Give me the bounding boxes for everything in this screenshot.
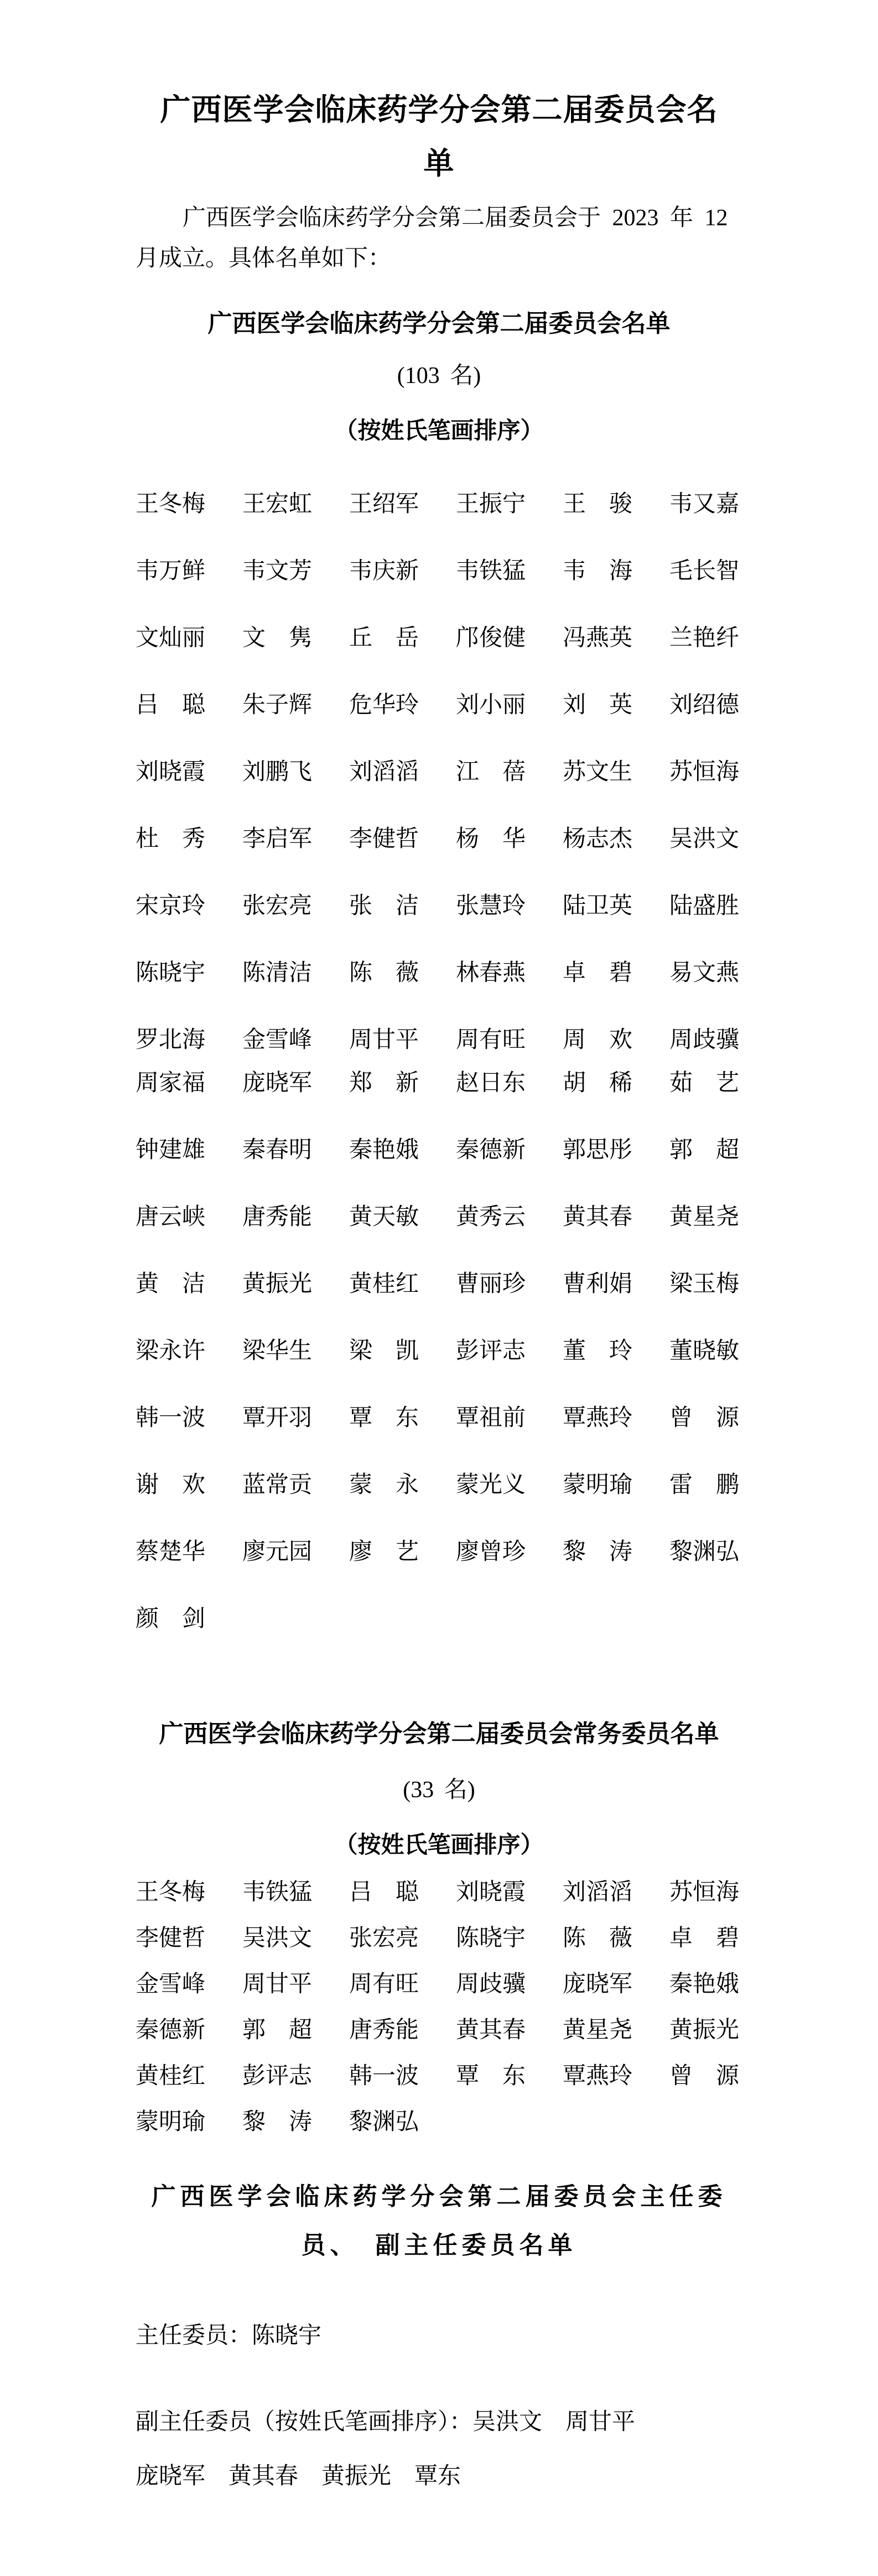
member-name: 韦庆新 [349,558,419,584]
member-name: 蔡楚华 [136,1539,206,1565]
member-name: 韦铁猛 [456,558,526,584]
member-name: 黄其春 [563,1204,633,1230]
member-name: 苏恒海 [669,759,740,785]
member-name: 陈晓宇 [456,1926,526,1951]
member-name: 梁 凯 [349,1338,419,1364]
member-name: 赵日东 [456,1070,526,1096]
section1-name-grid [136,492,799,1673]
member-name: 黄 洁 [136,1271,206,1297]
section1-member-count: (103 名) [397,363,481,389]
member-name: 罗北海 [136,1027,206,1053]
member-name: 秦艳娥 [349,1137,419,1163]
name-row [136,759,799,826]
name-row [136,1972,799,2018]
member-name: 张宏亮 [242,893,313,919]
name-row [136,1472,799,1539]
member-name: 黄秀云 [456,1204,526,1230]
member-name: 覃燕玲 [563,1405,633,1431]
section2-member-count: (33 名) [403,1777,475,1803]
member-name: 金雪峰 [242,1027,313,1053]
member-name: 蒙光义 [456,1472,526,1498]
member-name: 黄桂红 [136,2063,206,2089]
intro-line2: 月成立。具体名单如下： [136,246,392,271]
member-name: 董 玲 [563,1338,633,1364]
chairman-line: 主任委员：陈晓宇 [136,2323,322,2349]
member-name: 覃 东 [349,1405,419,1431]
member-name: 吕 聪 [136,692,206,718]
member-name: 茹 艺 [669,1070,740,1096]
member-name: 苏恒海 [669,1880,740,1905]
member-name: 秦春明 [242,1137,313,1163]
leadership-heading-line1: 广西医学会临床药学分会第二届委员会主任委 [151,2183,727,2210]
member-name: 王冬梅 [136,492,206,517]
member-name: 黄振光 [669,2018,740,2043]
vice-chairmen-line1: 副主任委员（按姓氏笔画排序）：吴洪文 周甘平 [136,2409,636,2435]
name-row [136,1070,799,1137]
member-name: 曾 源 [669,2063,740,2089]
section1-sort-order-note: （按姓氏笔画排序） [334,418,544,444]
member-name: 韦万鲜 [136,558,206,584]
member-name: 蓝常贡 [242,1472,313,1498]
member-name: 周甘平 [242,1972,313,1997]
vice-chairmen-line2: 庞晓军 黄其春 黄振光 覃东 [136,2464,461,2489]
member-name: 黄振光 [242,1271,313,1297]
intro-paragraph [136,198,766,279]
member-name: 黄桂红 [349,1271,419,1297]
member-name: 王宏虹 [242,492,313,517]
member-name: 谢 欢 [136,1472,206,1498]
name-row [136,1027,799,1070]
leadership-heading-line2: 员、 副主任委员名单 [301,2232,577,2259]
member-name: 刘小丽 [456,692,526,718]
member-name: 毛长智 [669,558,740,584]
member-name: 朱子辉 [242,692,313,718]
section1-heading: 广西医学会临床药学分会第二届委员会名单 [207,310,671,337]
name-row [136,2109,799,2155]
member-name: 韩一波 [136,1405,206,1431]
member-name: 吴洪文 [242,1926,313,1951]
member-name: 周家福 [136,1070,206,1096]
member-name: 梁玉梅 [669,1271,740,1297]
member-name: 王冬梅 [136,1880,206,1905]
member-name: 周有旺 [349,1972,419,1997]
member-name: 覃燕玲 [563,2063,633,2089]
member-name: 胡 稀 [563,1070,633,1096]
member-name: 吴洪文 [669,826,740,852]
name-row [136,1880,799,1926]
name-row [136,1204,799,1271]
member-name: 兰艳纤 [669,625,740,651]
member-name: 韦又嘉 [669,492,740,517]
member-name: 韦铁猛 [242,1880,313,1905]
member-name: 刘绍德 [669,692,740,718]
document-title [0,83,878,190]
name-row [136,826,799,893]
member-name: 陈清洁 [242,960,313,986]
name-row [136,2018,799,2063]
member-name: 黄其春 [456,2018,526,2043]
member-name: 陈 薇 [563,1926,633,1951]
member-name: 文灿丽 [136,625,206,651]
member-name: 陈 薇 [349,960,419,986]
name-row [136,1338,799,1405]
member-name: 廖元园 [242,1539,313,1565]
member-name: 宋京玲 [136,893,206,919]
member-name: 王绍军 [349,492,419,517]
member-name: 黄星尧 [669,1204,740,1230]
member-name: 黎渊弘 [349,2109,419,2135]
member-name: 黎 涛 [563,1539,633,1565]
document-title-line1: 广西医学会临床药学分会第二届委员会名 [160,93,718,127]
member-name: 蒙明瑜 [136,2109,206,2135]
name-row [136,960,799,1027]
member-name: 易文燕 [669,960,740,986]
member-name: 卓 碧 [669,1926,740,1951]
member-name: 周歧骥 [669,1027,740,1053]
name-row [136,558,799,625]
name-row [136,1137,799,1204]
member-name: 丘 岳 [349,625,419,651]
member-name: 郭思彤 [563,1137,633,1163]
member-name: 秦艳娥 [669,1972,740,1997]
member-name: 杨 华 [456,826,526,852]
name-row [136,893,799,960]
member-name: 郑 新 [349,1070,419,1096]
member-name: 庞晓军 [242,1070,313,1096]
member-name: 曹丽珍 [456,1271,526,1297]
member-name: 秦德新 [136,2018,206,2043]
section2-name-grid [136,1880,799,2155]
member-name: 唐秀能 [349,2018,419,2043]
leadership-heading [0,2172,878,2270]
member-name: 郭 超 [669,1137,740,1163]
member-name: 周甘平 [349,1027,419,1053]
member-name: 刘滔滔 [349,759,419,785]
member-name: 周 欢 [563,1027,633,1053]
member-name: 周歧骥 [456,1972,526,1997]
name-row [136,625,799,692]
member-name: 黄星尧 [563,2018,633,2043]
document-title-line2: 单 [423,147,455,180]
member-name: 韦 海 [563,558,633,584]
section2-heading: 广西医学会临床药学分会第二届委员会常务委员名单 [159,1720,719,1747]
section2-sort-order-note: （按姓氏笔画排序） [334,1833,544,1858]
member-name: 雷 鹏 [669,1472,740,1498]
member-name: 梁华生 [242,1338,313,1364]
member-name: 曾 源 [669,1405,740,1431]
member-name: 杜 秀 [136,826,206,852]
member-name: 董晓敏 [669,1338,740,1364]
member-name: 韩一波 [349,2063,419,2089]
member-name: 黄天敏 [349,1204,419,1230]
member-name: 危华玲 [349,692,419,718]
member-name: 江 蓓 [456,759,526,785]
member-name: 廖曾珍 [456,1539,526,1565]
name-row [136,1926,799,1972]
member-name: 冯燕英 [563,625,633,651]
member-name: 吕 聪 [349,1880,419,1905]
member-name: 张慧玲 [456,893,526,919]
member-name: 梁永许 [136,1338,206,1364]
member-name: 黎 涛 [242,2109,313,2135]
member-name: 李健哲 [349,826,419,852]
member-name: 王振宁 [456,492,526,517]
intro-line1: 广西医学会临床药学分会第二届委员会于 2023 年 12 [183,205,728,231]
member-name: 覃开羽 [242,1405,313,1431]
member-name: 钟建雄 [136,1137,206,1163]
member-name: 李启军 [242,826,313,852]
name-row [136,1606,799,1673]
name-row [136,492,799,558]
member-name: 邝俊健 [456,625,526,651]
member-name: 彭评志 [456,1338,526,1364]
name-row [136,2063,799,2109]
member-name: 张 洁 [349,893,419,919]
member-name: 张宏亮 [349,1926,419,1951]
name-row [136,692,799,759]
member-name: 覃 东 [456,2063,526,2089]
name-row [136,1271,799,1338]
member-name: 刘晓霞 [456,1880,526,1905]
member-name: 秦德新 [456,1137,526,1163]
member-name: 金雪峰 [136,1972,206,1997]
member-name: 刘 英 [563,692,633,718]
member-name: 王 骏 [563,492,633,517]
name-row [136,1539,799,1606]
member-name: 刘滔滔 [563,1880,633,1905]
member-name: 唐秀能 [242,1204,313,1230]
member-name: 郭 超 [242,2018,313,2043]
member-name: 曹利娟 [563,1271,633,1297]
member-name: 周有旺 [456,1027,526,1053]
member-name: 颜 剑 [136,1606,206,1632]
member-name: 庞晓军 [563,1972,633,1997]
member-name: 卓 碧 [563,960,633,986]
member-name: 陆盛胜 [669,893,740,919]
member-name: 刘晓霞 [136,759,206,785]
member-name: 刘鹏飞 [242,759,313,785]
member-name: 蒙明瑜 [563,1472,633,1498]
member-name: 唐云峡 [136,1204,206,1230]
member-name: 林春燕 [456,960,526,986]
name-row [136,1405,799,1472]
member-name: 彭评志 [242,2063,313,2089]
member-name: 黎渊弘 [669,1539,740,1565]
member-name: 苏文生 [563,759,633,785]
member-name: 廖 艺 [349,1539,419,1565]
member-name: 杨志杰 [563,826,633,852]
member-name: 蒙 永 [349,1472,419,1498]
member-name: 李健哲 [136,1926,206,1951]
member-name: 陆卫英 [563,893,633,919]
member-name: 文 隽 [242,625,313,651]
member-name: 陈晓宇 [136,960,206,986]
member-name: 覃祖前 [456,1405,526,1431]
member-name: 韦文芳 [242,558,313,584]
